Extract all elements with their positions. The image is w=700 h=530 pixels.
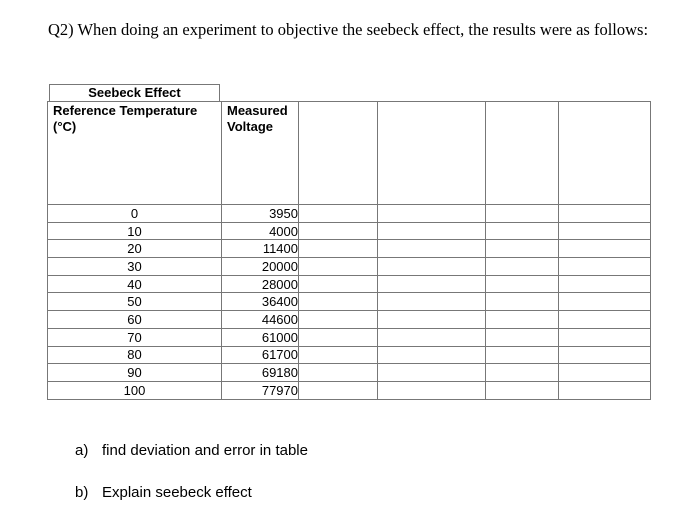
empty-cell — [559, 364, 651, 382]
empty-cell — [559, 258, 651, 276]
empty-cell — [486, 293, 559, 311]
task-a-text: find deviation and error in table — [102, 442, 308, 459]
table-row — [48, 240, 651, 258]
voltage-cell: 61700 — [222, 346, 299, 364]
empty-cell — [486, 364, 559, 382]
empty-cell — [378, 240, 486, 258]
temperature-cell: 70 — [48, 328, 222, 346]
empty-cell — [378, 258, 486, 276]
task-b-text: Explain seebeck effect — [102, 484, 252, 501]
table-body — [48, 205, 651, 400]
empty-cell — [559, 222, 651, 240]
empty-cell — [378, 275, 486, 293]
empty-cell — [486, 381, 559, 399]
empty-cell — [486, 222, 559, 240]
voltage-cell: 69180 — [222, 364, 299, 382]
header-empty-cell — [378, 102, 486, 205]
table-row — [48, 328, 651, 346]
temperature-cell: 40 — [48, 275, 222, 293]
empty-cell — [486, 205, 559, 223]
header-reference-temperature: Reference Temperature (°C) — [48, 102, 222, 205]
voltage-cell: 36400 — [222, 293, 299, 311]
empty-cell — [378, 222, 486, 240]
voltage-cell: 28000 — [222, 275, 299, 293]
empty-cell — [486, 240, 559, 258]
table-row — [48, 346, 651, 364]
voltage-cell: 11400 — [222, 240, 299, 258]
table-row — [48, 381, 651, 399]
temperature-cell: 90 — [48, 364, 222, 382]
table-row — [48, 258, 651, 276]
empty-cell — [559, 205, 651, 223]
temperature-cell: 0 — [48, 205, 222, 223]
voltage-cell: 4000 — [222, 222, 299, 240]
temperature-cell: 50 — [48, 293, 222, 311]
table-row — [48, 222, 651, 240]
voltage-cell: 77970 — [222, 381, 299, 399]
empty-cell — [378, 293, 486, 311]
empty-cell — [378, 328, 486, 346]
temperature-cell: 10 — [48, 222, 222, 240]
empty-cell — [299, 240, 378, 258]
empty-cell — [559, 328, 651, 346]
voltage-cell: 44600 — [222, 311, 299, 329]
empty-cell — [559, 381, 651, 399]
empty-cell — [299, 258, 378, 276]
empty-cell — [299, 346, 378, 364]
voltage-cell: 61000 — [222, 328, 299, 346]
temperature-cell: 60 — [48, 311, 222, 329]
empty-cell — [559, 293, 651, 311]
task-b-label: b) — [75, 484, 89, 501]
table-row — [48, 293, 651, 311]
empty-cell — [378, 311, 486, 329]
table-header-row — [48, 102, 651, 205]
table-caption: Seebeck Effect — [49, 84, 220, 101]
empty-cell — [299, 364, 378, 382]
empty-cell — [486, 346, 559, 364]
table-row — [48, 275, 651, 293]
empty-cell — [299, 222, 378, 240]
temperature-cell: 80 — [48, 346, 222, 364]
table-row — [48, 205, 651, 223]
empty-cell — [486, 275, 559, 293]
empty-cell — [378, 346, 486, 364]
empty-cell — [378, 364, 486, 382]
voltage-cell: 20000 — [222, 258, 299, 276]
voltage-cell: 3950 — [222, 205, 299, 223]
task-a — [75, 442, 308, 459]
empty-cell — [486, 311, 559, 329]
empty-cell — [299, 205, 378, 223]
empty-cell — [559, 275, 651, 293]
seebeck-table — [47, 101, 651, 400]
empty-cell — [486, 328, 559, 346]
empty-cell — [299, 293, 378, 311]
empty-cell — [378, 381, 486, 399]
empty-cell — [299, 328, 378, 346]
empty-cell — [378, 205, 486, 223]
empty-cell — [559, 346, 651, 364]
empty-cell — [559, 311, 651, 329]
empty-cell — [559, 240, 651, 258]
empty-cell — [299, 311, 378, 329]
temperature-cell: 20 — [48, 240, 222, 258]
empty-cell — [299, 381, 378, 399]
temperature-cell: 30 — [48, 258, 222, 276]
header-measured-voltage: Measured Voltage — [222, 102, 299, 205]
temperature-cell: 100 — [48, 381, 222, 399]
header-empty-cell — [486, 102, 559, 205]
task-a-label: a) — [75, 442, 89, 459]
task-b — [75, 484, 252, 501]
empty-cell — [299, 275, 378, 293]
question-text: Q2) When doing an experiment to objective the seebeck effect, the results were as follows: — [48, 20, 649, 39]
table-row — [48, 364, 651, 382]
table-row — [48, 311, 651, 329]
header-empty-cell — [299, 102, 378, 205]
empty-cell — [486, 258, 559, 276]
header-empty-cell — [559, 102, 651, 205]
